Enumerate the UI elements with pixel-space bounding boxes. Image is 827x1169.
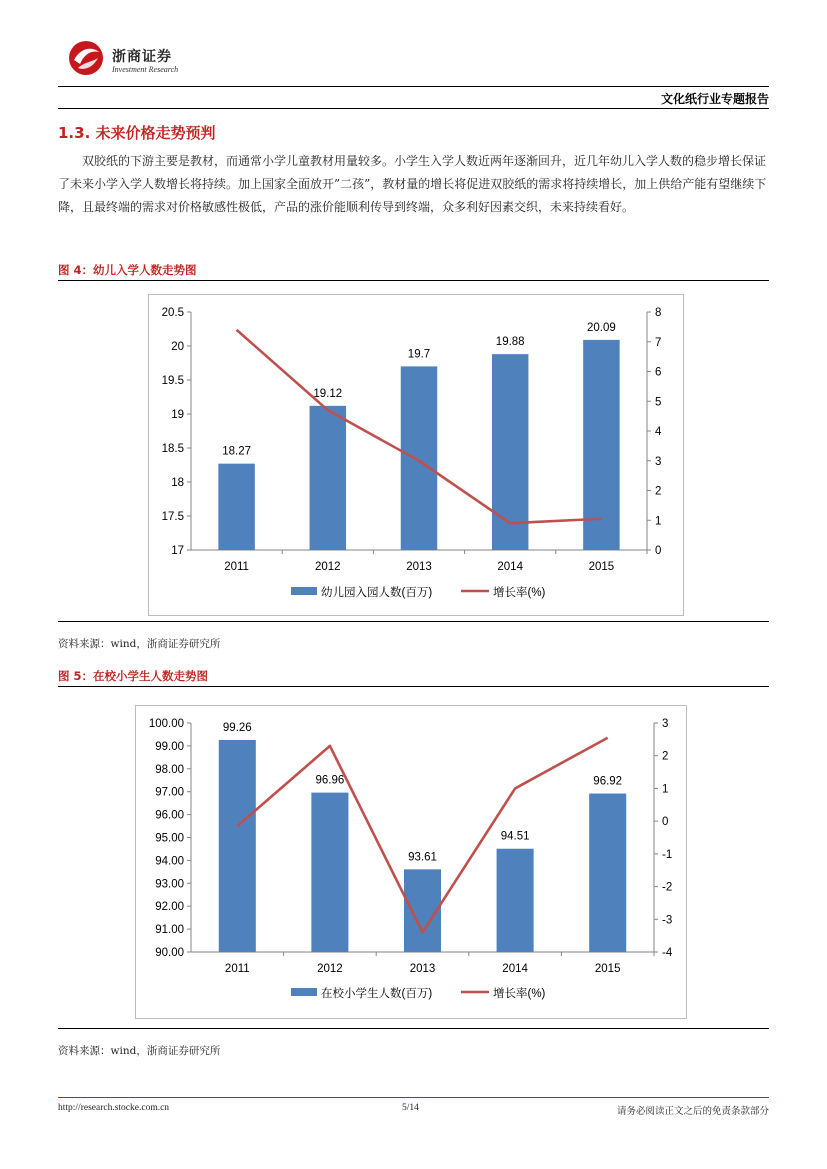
bar-data-label: 93.61 [408, 851, 437, 864]
figure-4-title: 图 4：幼儿入学人数走势图 [58, 263, 197, 277]
legend-bar-swatch [291, 988, 317, 996]
y-tick-right-label: 1 [655, 515, 662, 528]
figure-5-top-rule [58, 686, 769, 687]
bar-data-label: 18.27 [222, 445, 251, 458]
y-tick-left-label: 91.00 [155, 924, 184, 937]
y-tick-right-label: 2 [655, 485, 662, 498]
x-tick-label: 2015 [594, 963, 621, 975]
y-tick-left-label: 17.5 [161, 511, 184, 523]
x-tick-label: 2014 [497, 561, 523, 573]
figure-5-bottom-rule [58, 1028, 769, 1029]
bar-data-label: 20.09 [587, 321, 616, 334]
section-title: 1.3. 未来价格走势预判 [58, 124, 216, 142]
figure-4-top-rule [58, 280, 769, 281]
y-tick-left-label: 94.00 [155, 855, 184, 868]
y-tick-right-label: 7 [655, 336, 662, 349]
y-tick-right-label: 8 [655, 307, 662, 319]
y-tick-right-label: -2 [662, 881, 673, 894]
y-tick-right-label: 0 [662, 816, 669, 829]
bar-data-label: 19.88 [495, 336, 525, 349]
figure-4-svg [149, 295, 683, 615]
x-tick-label: 2011 [224, 963, 250, 975]
y-tick-right-label: 4 [655, 426, 662, 438]
y-tick-right-label: -3 [662, 914, 673, 927]
y-tick-right-label: 3 [655, 455, 662, 468]
figure-5-chart [135, 705, 687, 1019]
footer-disclaimer: 请务必阅读正文之后的免责条款部分 [616, 1106, 769, 1117]
bar-data-label: 19.12 [313, 387, 343, 400]
y-tick-right-label: 0 [655, 545, 662, 557]
y-tick-left-label: 99.00 [155, 740, 184, 753]
page-number: 5/14 [402, 1103, 419, 1113]
y-tick-right-label: 1 [662, 783, 669, 796]
header-divider-bottom [58, 108, 769, 109]
legend-bar-swatch [291, 587, 317, 595]
y-tick-right-label: 5 [655, 396, 662, 409]
bar-data-label: 99.26 [222, 721, 252, 734]
y-tick-left-label: 96.00 [155, 809, 184, 822]
bar [311, 793, 348, 952]
footer-url[interactable]: http://research.stocke.com.cn [58, 1103, 170, 1113]
bar [310, 406, 346, 550]
report-type: 文化纸行业专题报告 [660, 92, 769, 106]
legend-line-label: 增长率(%) [493, 988, 546, 1000]
y-tick-right-label: -4 [662, 947, 673, 959]
y-tick-left-label: 18 [171, 477, 184, 489]
y-tick-right-label: 3 [662, 718, 669, 730]
x-tick-label: 2011 [224, 561, 249, 573]
figure-4-source: 资料来源：wind，浙商证券研究所 [58, 638, 221, 650]
y-tick-right-label: 6 [655, 366, 662, 379]
bar [219, 740, 256, 952]
x-tick-label: 2013 [406, 561, 432, 573]
bar-data-label: 19.7 [407, 348, 431, 361]
bar-data-label: 96.92 [593, 775, 623, 788]
broker-logo-icon [66, 38, 106, 78]
bar [218, 464, 254, 550]
y-tick-left-label: 20.5 [161, 307, 184, 319]
x-tick-label: 2015 [588, 561, 615, 573]
y-tick-left-label: 19 [171, 409, 184, 421]
y-tick-left-label: 18.5 [161, 443, 184, 455]
legend-bar-label: 在校小学生人数(百万) [321, 988, 433, 1000]
y-tick-left-label: 92.00 [155, 901, 184, 914]
y-tick-left-label: 97.00 [155, 786, 184, 799]
section-paragraph: 双胶纸的下游主要是教材，而通常小学儿童教材用量较多。小学生入学人数近两年逐渐回升，近几年幼儿入学人数的稳步增长保证了未来小学入学人数增长将持续。加上国家全面放开”二孩”，教材量的增长将促进双胶纸的需求将持续增长，加上供给产能有望继续下降，且最终端的需求对价格敏感性极低，产品的涨价能顺利传导到终端，众多利好因素交织，未来持续看好。 [58, 154, 767, 214]
bar-data-label: 94.51 [500, 830, 530, 843]
y-tick-left-label: 95.00 [155, 832, 184, 845]
y-tick-left-label: 20 [171, 341, 184, 353]
footer-divider [58, 1097, 769, 1098]
y-tick-left-label: 100.00 [148, 718, 184, 730]
logo-text-cn: 浙商证券 [112, 49, 172, 65]
y-tick-left-label: 19.5 [161, 375, 184, 387]
x-tick-label: 2012 [315, 561, 341, 573]
y-tick-right-label: -1 [662, 848, 673, 861]
x-tick-label: 2012 [317, 963, 343, 975]
legend-line-label: 增长率(%) [493, 587, 546, 599]
figure-5-title: 图 5：在校小学生人数走势图 [58, 669, 209, 683]
y-tick-left-label: 90.00 [155, 947, 184, 959]
bar-data-label: 96.96 [315, 774, 345, 787]
bar [589, 794, 626, 952]
logo-text-en: Investment Research [112, 65, 179, 74]
y-tick-right-label: 2 [662, 750, 669, 763]
bar [401, 366, 437, 550]
y-tick-left-label: 17 [171, 545, 184, 557]
header-divider [58, 86, 769, 87]
bar [497, 849, 534, 952]
legend-bar-label: 幼儿园入园人数(百万) [321, 587, 433, 599]
y-tick-left-label: 93.00 [155, 878, 184, 891]
bar [492, 354, 528, 550]
x-tick-label: 2013 [409, 963, 436, 975]
figure-4-bottom-rule [58, 621, 769, 622]
figure-5-svg [136, 706, 686, 1018]
figure-4-chart [148, 294, 684, 616]
y-tick-left-label: 98.00 [155, 763, 184, 776]
figure-5-source: 资料来源：wind，浙商证券研究所 [58, 1045, 221, 1057]
x-tick-label: 2014 [502, 963, 528, 975]
